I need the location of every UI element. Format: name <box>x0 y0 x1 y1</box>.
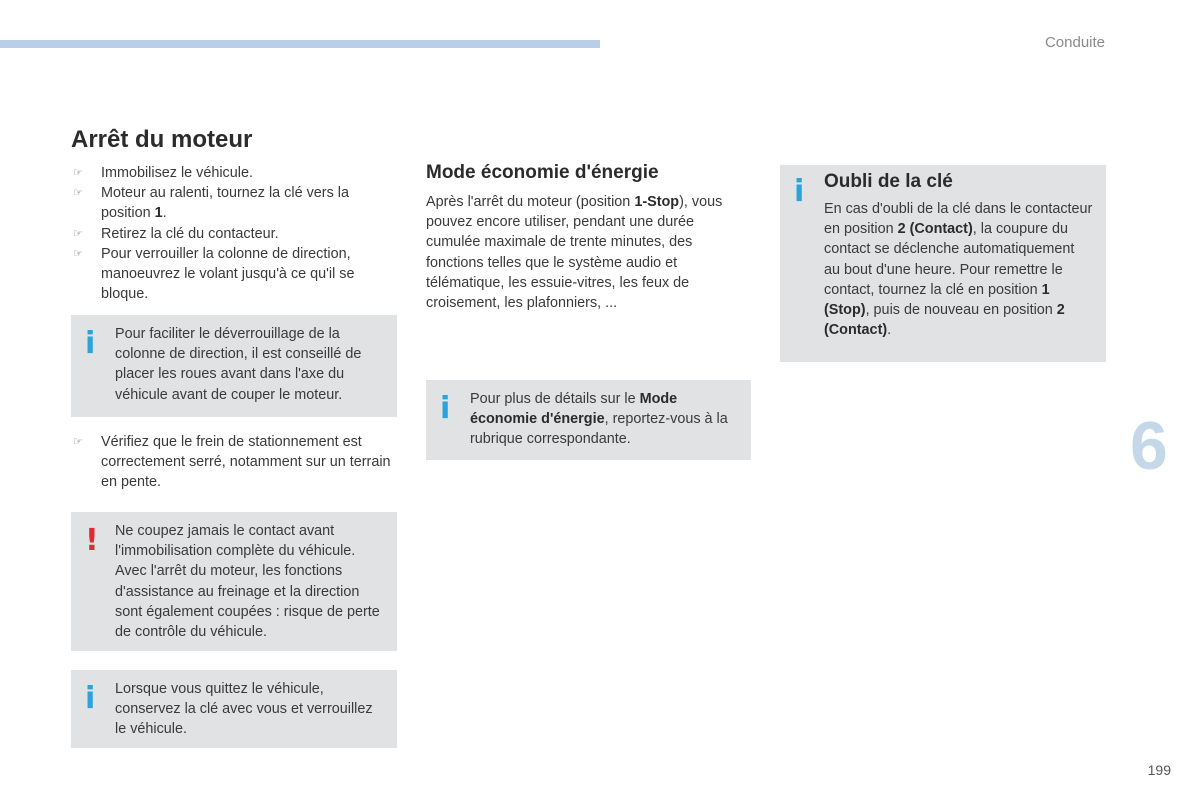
paragraph-mode-economie <box>426 192 736 313</box>
header-accent-bar <box>0 40 600 48</box>
list-item-text: Retirez la clé du contacteur. <box>101 225 279 242</box>
section-label: Conduite <box>1044 34 1105 51</box>
page-number: 199 <box>1147 762 1171 778</box>
info-text: , la coupure du contact se déclenche automatiquement au bout d'une heure. Pour remettre le contact, tournez la clé en position <box>824 221 1075 298</box>
pointing-hand-icon: ☞ <box>73 167 83 179</box>
info-box-text <box>824 199 1094 340</box>
list-item <box>71 163 391 183</box>
info-icon: i <box>794 174 805 209</box>
list-item-text: Moteur au ralenti, tournez la clé vers la position <box>101 185 349 222</box>
pointing-hand-icon: ☞ <box>73 227 83 240</box>
list-item <box>71 224 391 244</box>
warning-icon: ! <box>85 523 99 558</box>
paragraph-bold: 1-Stop <box>634 194 680 210</box>
section-title-arret-du-moteur: Arrêt du moteur <box>71 126 253 153</box>
list-item-text: Vérifiez que le frein de stationnement est correctement serré, notamment sur un terrain en pente. <box>101 434 391 491</box>
list-item-text: . <box>162 205 167 222</box>
info-box-mode-economie <box>426 380 751 460</box>
instruction-list <box>71 432 391 493</box>
list-item <box>71 432 391 493</box>
list-item <box>71 183 391 223</box>
info-text: . <box>887 322 892 339</box>
info-box-text: Lorsque vous quittez le véhicule, conservez la clé avec vous et verrouillez le véhicule. <box>115 681 373 738</box>
info-box-content <box>824 171 1094 340</box>
paragraph-text: Après l'arrêt du moteur (position <box>426 194 635 210</box>
info-bold: 2 (Contact) <box>824 302 1065 339</box>
info-text: , puis de nouveau en position <box>865 302 1057 319</box>
info-bold: 1 (Stop) <box>824 281 1050 319</box>
chapter-number: 6 <box>1130 408 1168 484</box>
info-box-steering <box>71 315 397 417</box>
info-icon: i <box>85 326 96 361</box>
info-text: , reportez-vous à la rubrique correspondante. <box>470 411 728 448</box>
list-item-text: Immobilisez le véhicule. <box>101 165 253 181</box>
info-box-key <box>71 670 397 748</box>
info-bold: 2 (Contact) <box>897 221 973 238</box>
pointing-hand-icon: ☞ <box>73 247 83 260</box>
info-bold: Mode économie d'énergie <box>470 391 678 428</box>
info-box-oubli-cle <box>780 165 1106 362</box>
box-title-oubli-cle: Oubli de la clé <box>824 171 953 192</box>
info-icon: i <box>85 681 96 716</box>
pointing-hand-icon: ☞ <box>73 436 83 448</box>
paragraph-text: ), vous pouvez encore utiliser, pendant une durée cumulée maximale de trente minutes, des fonctions telles que le système audio et télématique, les essuie-vitres, les feux de croisement, les plafonniers, ... <box>426 194 723 312</box>
section-title-mode-economie: Mode économie d'énergie <box>426 162 659 183</box>
pointing-hand-icon: ☞ <box>73 187 83 200</box>
info-box-text <box>470 389 739 450</box>
warning-box <box>71 512 397 651</box>
list-item-bold: 1 <box>154 205 163 222</box>
info-icon: i <box>440 391 451 426</box>
info-text: Pour plus de détails sur le <box>470 391 640 407</box>
list-item <box>71 244 391 305</box>
info-text: En cas d'oubli de la clé dans le contacteur en position <box>824 201 1093 238</box>
info-box-text: Pour faciliter le déverrouillage de la colonne de direction, il est conseillé de placer les roues avant dans l'axe du véhicule avant de couper le moteur. <box>115 326 362 403</box>
list-item-text: Pour verrouiller la colonne de direction, manoeuvrez le volant jusqu'à ce qu'il se bloque. <box>101 245 355 303</box>
warning-box-text: Ne coupez jamais le contact avant l'immobilisation complète du véhicule. Avec l'arrêt du moteur, les fonctions d'assistance au freinage et la direction sont également coupées : risque de perte de contrôle du véhicule. <box>115 523 380 641</box>
instruction-list <box>71 163 391 304</box>
